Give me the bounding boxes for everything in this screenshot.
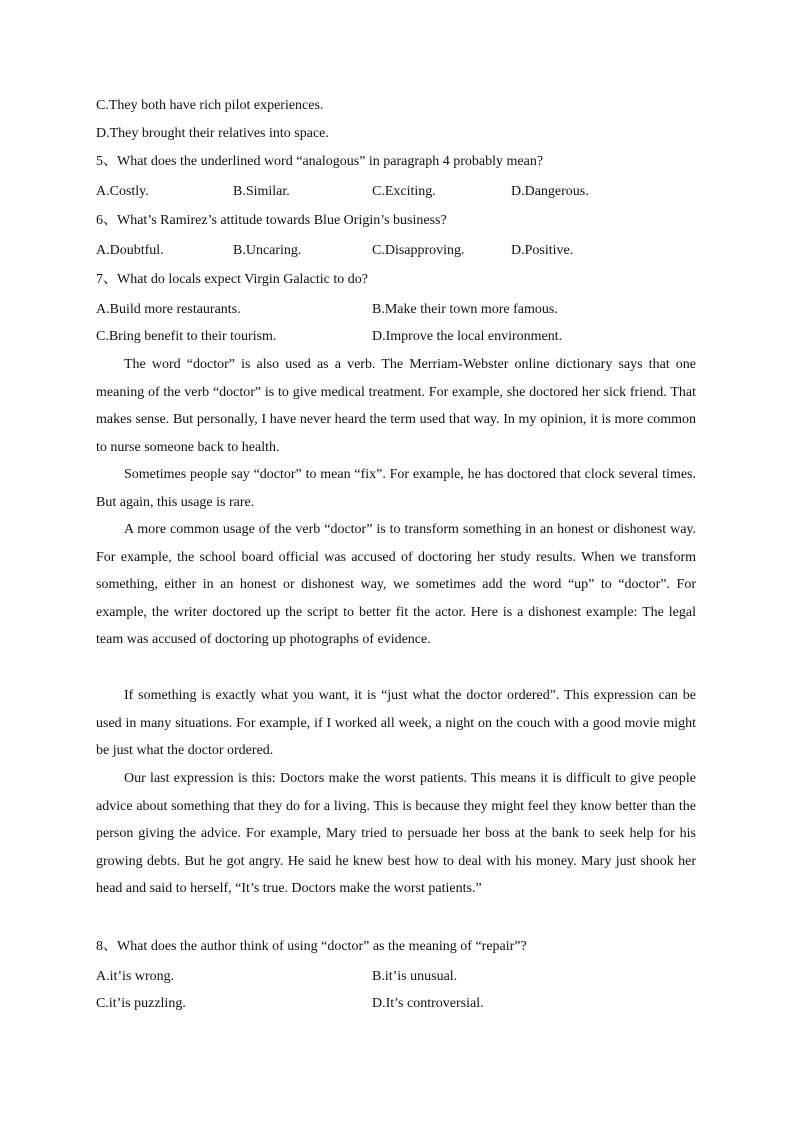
- q8-option-b: B.it’is unusual.: [372, 969, 458, 984]
- q6-option-a: A.Doubtful.: [96, 243, 164, 258]
- q6-option-d: D.Positive.: [511, 243, 574, 258]
- q7-option-c: C.Bring benefit to their tourism.: [96, 329, 277, 344]
- q8-stem: 8、What does the author think of using “doctor” as the meaning of “repair”?: [96, 939, 527, 954]
- passage-paragraph-2: Sometimes people say “doctor” to mean “fix”. For example, he has doctored that clock several times. But again, this usage is rare.: [96, 467, 696, 510]
- q4-option-d: D.They brought their relatives into space.: [96, 126, 329, 141]
- passage-paragraph-3: A more common usage of the verb “doctor” is to transform something in an honest or dishonest way. For example, the school board official was accused of doctoring her study results. When we transform something, either in an honest or dishonest way, we sometimes add the word “up” to “doctor”. For example, the writer doctored up the script to better fit the actor. Here is a dishonest example: The legal team was accused of doctoring up photographs of evidence.: [96, 522, 696, 648]
- q8-option-d: D.It’s controversial.: [372, 996, 484, 1011]
- q6-option-b: B.Uncaring.: [233, 243, 302, 258]
- q5-stem: 5、What does the underlined word “analogous” in paragraph 4 probably mean?: [96, 154, 544, 169]
- q5-option-a: A.Costly.: [96, 184, 149, 199]
- q7-stem: 7、What do locals expect Virgin Galactic to do?: [96, 272, 368, 287]
- q8-option-c: C.it’is puzzling.: [96, 996, 186, 1011]
- q6-option-c: C.Disapproving.: [372, 243, 465, 258]
- q8-option-a: A.it’is wrong.: [96, 969, 175, 984]
- passage-paragraph-4: If something is exactly what you want, it is “just what the doctor ordered”. This expression can be used in many situations. For example, if I worked all week, a night on the couch with a good movie might be just what the doctor ordered.: [96, 688, 696, 759]
- q5-option-b: B.Similar.: [233, 184, 290, 199]
- q5-option-d: D.Dangerous.: [511, 184, 589, 199]
- q4-option-c: C.They both have rich pilot experiences.: [96, 98, 324, 113]
- q7-option-d: D.Improve the local environment.: [372, 329, 563, 344]
- passage-paragraph-5: Our last expression is this: Doctors make the worst patients. This means it is difficult to give people advice about something that they do for a living. This is because they might feel they know better than the person giving the advice. For example, Mary tried to persuade her boss at the bank to seek help for his growing debts. But he got angry. He said he knew best how to deal with his money. Mary just shook her head and said to herself, “It’s true. Doctors make the worst patients.”: [96, 771, 696, 897]
- q7-option-a: A.Build more restaurants.: [96, 302, 241, 317]
- q6-stem: 6、What’s Ramirez’s attitude towards Blue Origin’s business?: [96, 213, 447, 228]
- passage-paragraph-1: The word “doctor” is also used as a verb. The Merriam-Webster online dictionary says that one meaning of the verb “doctor” is to give medical treatment. For example, she doctored her sick friend. That makes sense. But personally, I have never heard the term used that way. In my opinion, it is more common to nurse someone back to health.: [96, 357, 696, 455]
- q7-option-b: B.Make their town more famous.: [372, 302, 558, 317]
- q5-option-c: C.Exciting.: [372, 184, 436, 199]
